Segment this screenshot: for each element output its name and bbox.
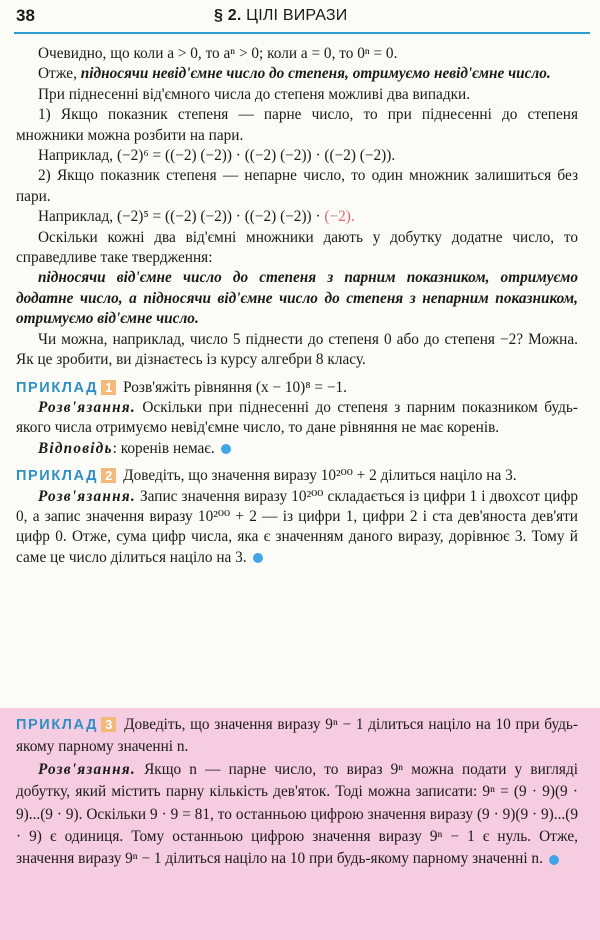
paragraph: Очевидно, що коли a > 0, то aⁿ > 0; коли a = 0, то 0ⁿ = 0. (38, 45, 398, 62)
example-number-badge: 1 (101, 380, 116, 395)
paragraph (16, 207, 578, 227)
example-number-badge: 3 (101, 717, 116, 732)
example-1-answer (16, 439, 578, 459)
paragraph: При піднесенні від'ємного числа до степеня можливі два випадки. (38, 85, 471, 103)
example-task-text: Розв'яжіть рівняння (x − 10)⁸ = −1. (123, 378, 347, 396)
unpaired-factor: (−2). (324, 208, 355, 226)
paragraph: 1) Якщо показник степеня — парне число, то при піднесенні до степеня множники можна розбити на пари. (16, 106, 578, 144)
example-1-task (16, 378, 578, 398)
example-3-task (16, 714, 578, 759)
solution-label: Розв'язання. (38, 760, 136, 778)
example-label: ПРИКЛАД (16, 717, 99, 733)
example-task-text: Доведіть, що значення виразу 10²⁰⁰ + 2 ділиться націло на 3. (123, 467, 517, 485)
rule-statement: підносячи від'ємне число до степеня з парним показником, отримуємо додатне число, а підносячи від'ємне число до степеня з непарним показником, отримуємо від'ємне число. (16, 269, 578, 328)
solution-label: Розв'язання. (38, 398, 136, 416)
solution-text: Якщо n — парне число, то вираз 9ⁿ можна подати у вигляді добутку, який містить парну кількість дев'яток. Тоді можна записати: 9ⁿ = (9 · 9)(9 · 9)...(9 · 9). Оскільки 9 · 9 = 81, то останньою цифрою значення виразу (9 · 9)(9 · 9)...(9 · 9) є одиниця. Тому останньою цифрою значення виразу 9ⁿ − 1 є нуль. Отже, значення виразу 9ⁿ − 1 ділиться націло на 10 при будь-якому парному значенні n. (16, 760, 578, 868)
example-2-task (16, 466, 578, 486)
solution-text: Запис значення виразу 10²⁰⁰ складається із цифри 1 і двохсот цифр 0, а запис значення виразу 10²⁰⁰ + 2 — із цифри 1, цифри 2 і ста дев'яноста дев'яти цифр 0. Отже, сума цифр числа, яка є значенням даного виразу, дорівнює 3. Тому й саме це число ділиться націло на 3. (16, 487, 579, 566)
paragraph: Оскільки кожні два від'ємні множники дають у добутку додатне число, то справедливе таке твердження: (16, 228, 578, 267)
example-3 (16, 714, 578, 871)
answer-text: : коренів немає. (112, 439, 215, 457)
page-number: 38 (16, 6, 35, 25)
example-label: ПРИКЛАД (16, 468, 99, 485)
main-text (16, 44, 578, 568)
paragraph: 2) Якщо показник степеня — непарне число, то один множник залишиться без пари. (16, 167, 578, 205)
rule-statement: підносячи невід'ємне число до степеня, отримуємо невід'ємне число. (80, 65, 551, 83)
solution-label: Розв'язання. (38, 487, 136, 505)
example-label: ПРИКЛАД (16, 379, 99, 396)
end-marker-icon (253, 553, 263, 563)
end-marker-icon (549, 855, 559, 865)
example-3-solution (16, 759, 578, 871)
example-formula: Наприклад, (−2)⁵ = ((−2) (−2)) · ((−2) (−2)) · (38, 208, 325, 226)
paragraph (16, 64, 578, 84)
end-marker-icon (221, 444, 231, 454)
paragraph: Наприклад, (−2)⁶ = ((−2) (−2)) · ((−2) (−2)) · ((−2) (−2)). (38, 147, 396, 165)
solution-text: Оскільки при піднесенні до степеня з парним показником будь-якого числа отримуємо невід'ємне число, то дане рівняння не має коренів. (16, 398, 579, 437)
section-title (214, 7, 347, 25)
paragraph-lead: Отже, (38, 65, 81, 83)
example-number-badge: 2 (101, 468, 116, 483)
header-rule (14, 32, 590, 34)
example-task-text: Доведіть, що значення виразу 9ⁿ − 1 ділиться націло на 10 при будь-якому парному значенні n. (16, 716, 578, 756)
paragraph: Чи можна, наприклад, число 5 піднести до степеня 0 або до степеня −2? Можна. Як це зробити, ви дізнаєтесь із курсу алгебри 8 класу. (16, 330, 578, 369)
example-1-solution (16, 398, 578, 439)
example-2-solution (16, 487, 578, 569)
section-symbol: § 2. (214, 7, 242, 24)
page-header (0, 0, 600, 36)
answer-label: Відповідь (38, 439, 113, 457)
section-name: ЦІЛІ ВИРАЗИ (246, 7, 348, 24)
